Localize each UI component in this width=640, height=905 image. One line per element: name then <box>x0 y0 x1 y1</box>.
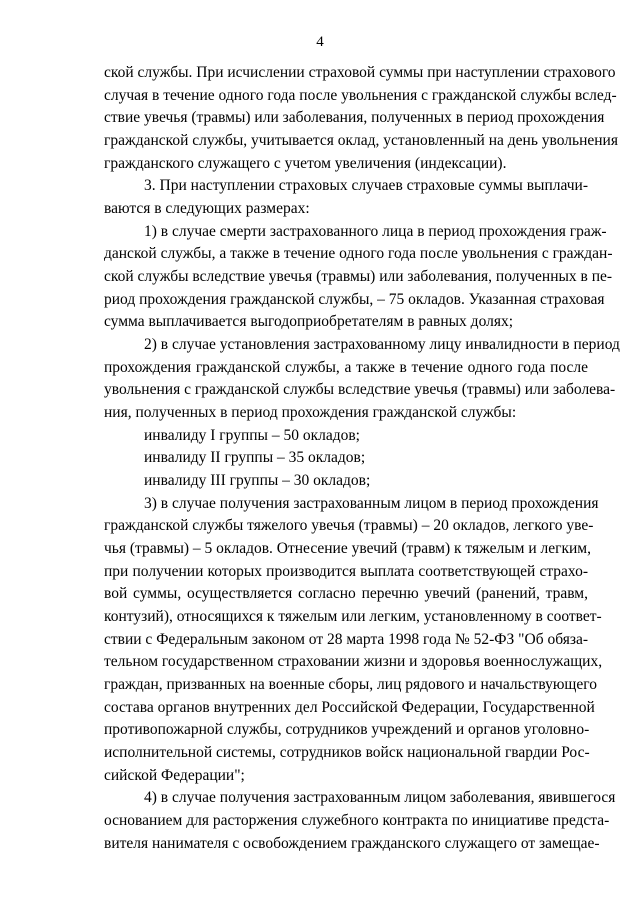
text-line: вителя нанимателя с освобождением гражданского служащего от замещае- <box>104 835 600 852</box>
text-line: ваются в следующих размерах: <box>104 200 310 217</box>
text-line: данской службы, а также в течение одного года после увольнения с граждан- <box>104 245 613 262</box>
text-line: тельном государственном страховании жизни и здоровья военнослужащих, <box>104 653 603 670</box>
text-line: 2) в случае установления застрахованному лицу инвалидности в период <box>144 336 620 353</box>
text-line: ской службы вследствие увечья (травмы) или заболевания, полученных в пе- <box>104 268 613 285</box>
text-line: 1) в случае смерти застрахованного лица в период прохождения граж- <box>144 223 607 240</box>
text-line: вой суммы, осуществляется согласно перечню увечий (ранений, травм, <box>104 585 588 602</box>
text-line: основанием для расторжения служебного контракта по инициативе предста- <box>104 812 610 829</box>
text-line: ской службы. При исчислении страховой суммы при наступлении страхового <box>104 64 616 81</box>
text-line: противопожарной службы, сотрудников учреждений и органов уголовно- <box>104 721 590 738</box>
text-line: чья (травмы) – 5 окладов. Отнесение увечий (травм) к тяжелым и легким, <box>104 540 591 557</box>
text-line: сумма выплачивается выгодоприобретателям в равных долях; <box>104 313 514 330</box>
text-line: гражданской службы тяжелого увечья (травмы) – 20 окладов, легкого уве- <box>104 517 594 534</box>
text-line: гражданского служащего с учетом увеличения (индексации). <box>104 155 507 172</box>
text-line: ния, полученных в период прохождения гражданской службы: <box>104 404 517 421</box>
text-line: риод прохождения гражданской службы, – 75 окладов. Указанная страховая <box>104 291 605 308</box>
text-line: прохождения гражданской службы, а также в течение одного года после <box>104 359 588 376</box>
text-line: гражданской службы, учитывается оклад, установленный на день увольнения <box>104 132 618 149</box>
text-line: сийской Федерации"; <box>104 767 245 784</box>
text-line: граждан, призванных на военные сборы, лиц рядового и начальствующего <box>104 676 597 693</box>
text-line: ствие увечья (травмы) или заболевания, полученных в период прохождения <box>104 109 605 126</box>
page-number: 4 <box>316 34 324 50</box>
text-line: при получении которых производится выплата соответствующей страхо- <box>104 563 588 580</box>
text-line: инвалиду II группы – 35 окладов; <box>144 449 366 466</box>
text-line: контузий), относящихся к тяжелым или легким, установленному в соответ- <box>104 608 602 625</box>
text-line: 3) в случае получения застрахованным лицом в период прохождения <box>144 495 599 512</box>
text-line: увольнения с гражданской службы вследствие увечья (травмы) или заболева- <box>104 381 616 398</box>
text-line: состава органов внутренних дел Российской Федерации, Государственной <box>104 699 595 716</box>
text-line: ствии с Федеральным законом от 28 марта 1998 года № 52-ФЗ "Об обяза- <box>104 631 589 648</box>
text-line: 4) в случае получения застрахованным лицом заболевания, явившегося <box>144 789 616 806</box>
text-line: инвалиду III группы – 30 окладов; <box>144 472 371 489</box>
text-line: инвалиду I группы – 50 окладов; <box>144 427 360 444</box>
text-line: случая в течение одного года после увольнения с гражданской службы вслед- <box>104 87 617 104</box>
text-line: исполнительной системы, сотрудников войск национальной гвардии Рос- <box>104 744 590 761</box>
text-line: 3. При наступлении страховых случаев страховые суммы выплачи- <box>144 177 588 194</box>
